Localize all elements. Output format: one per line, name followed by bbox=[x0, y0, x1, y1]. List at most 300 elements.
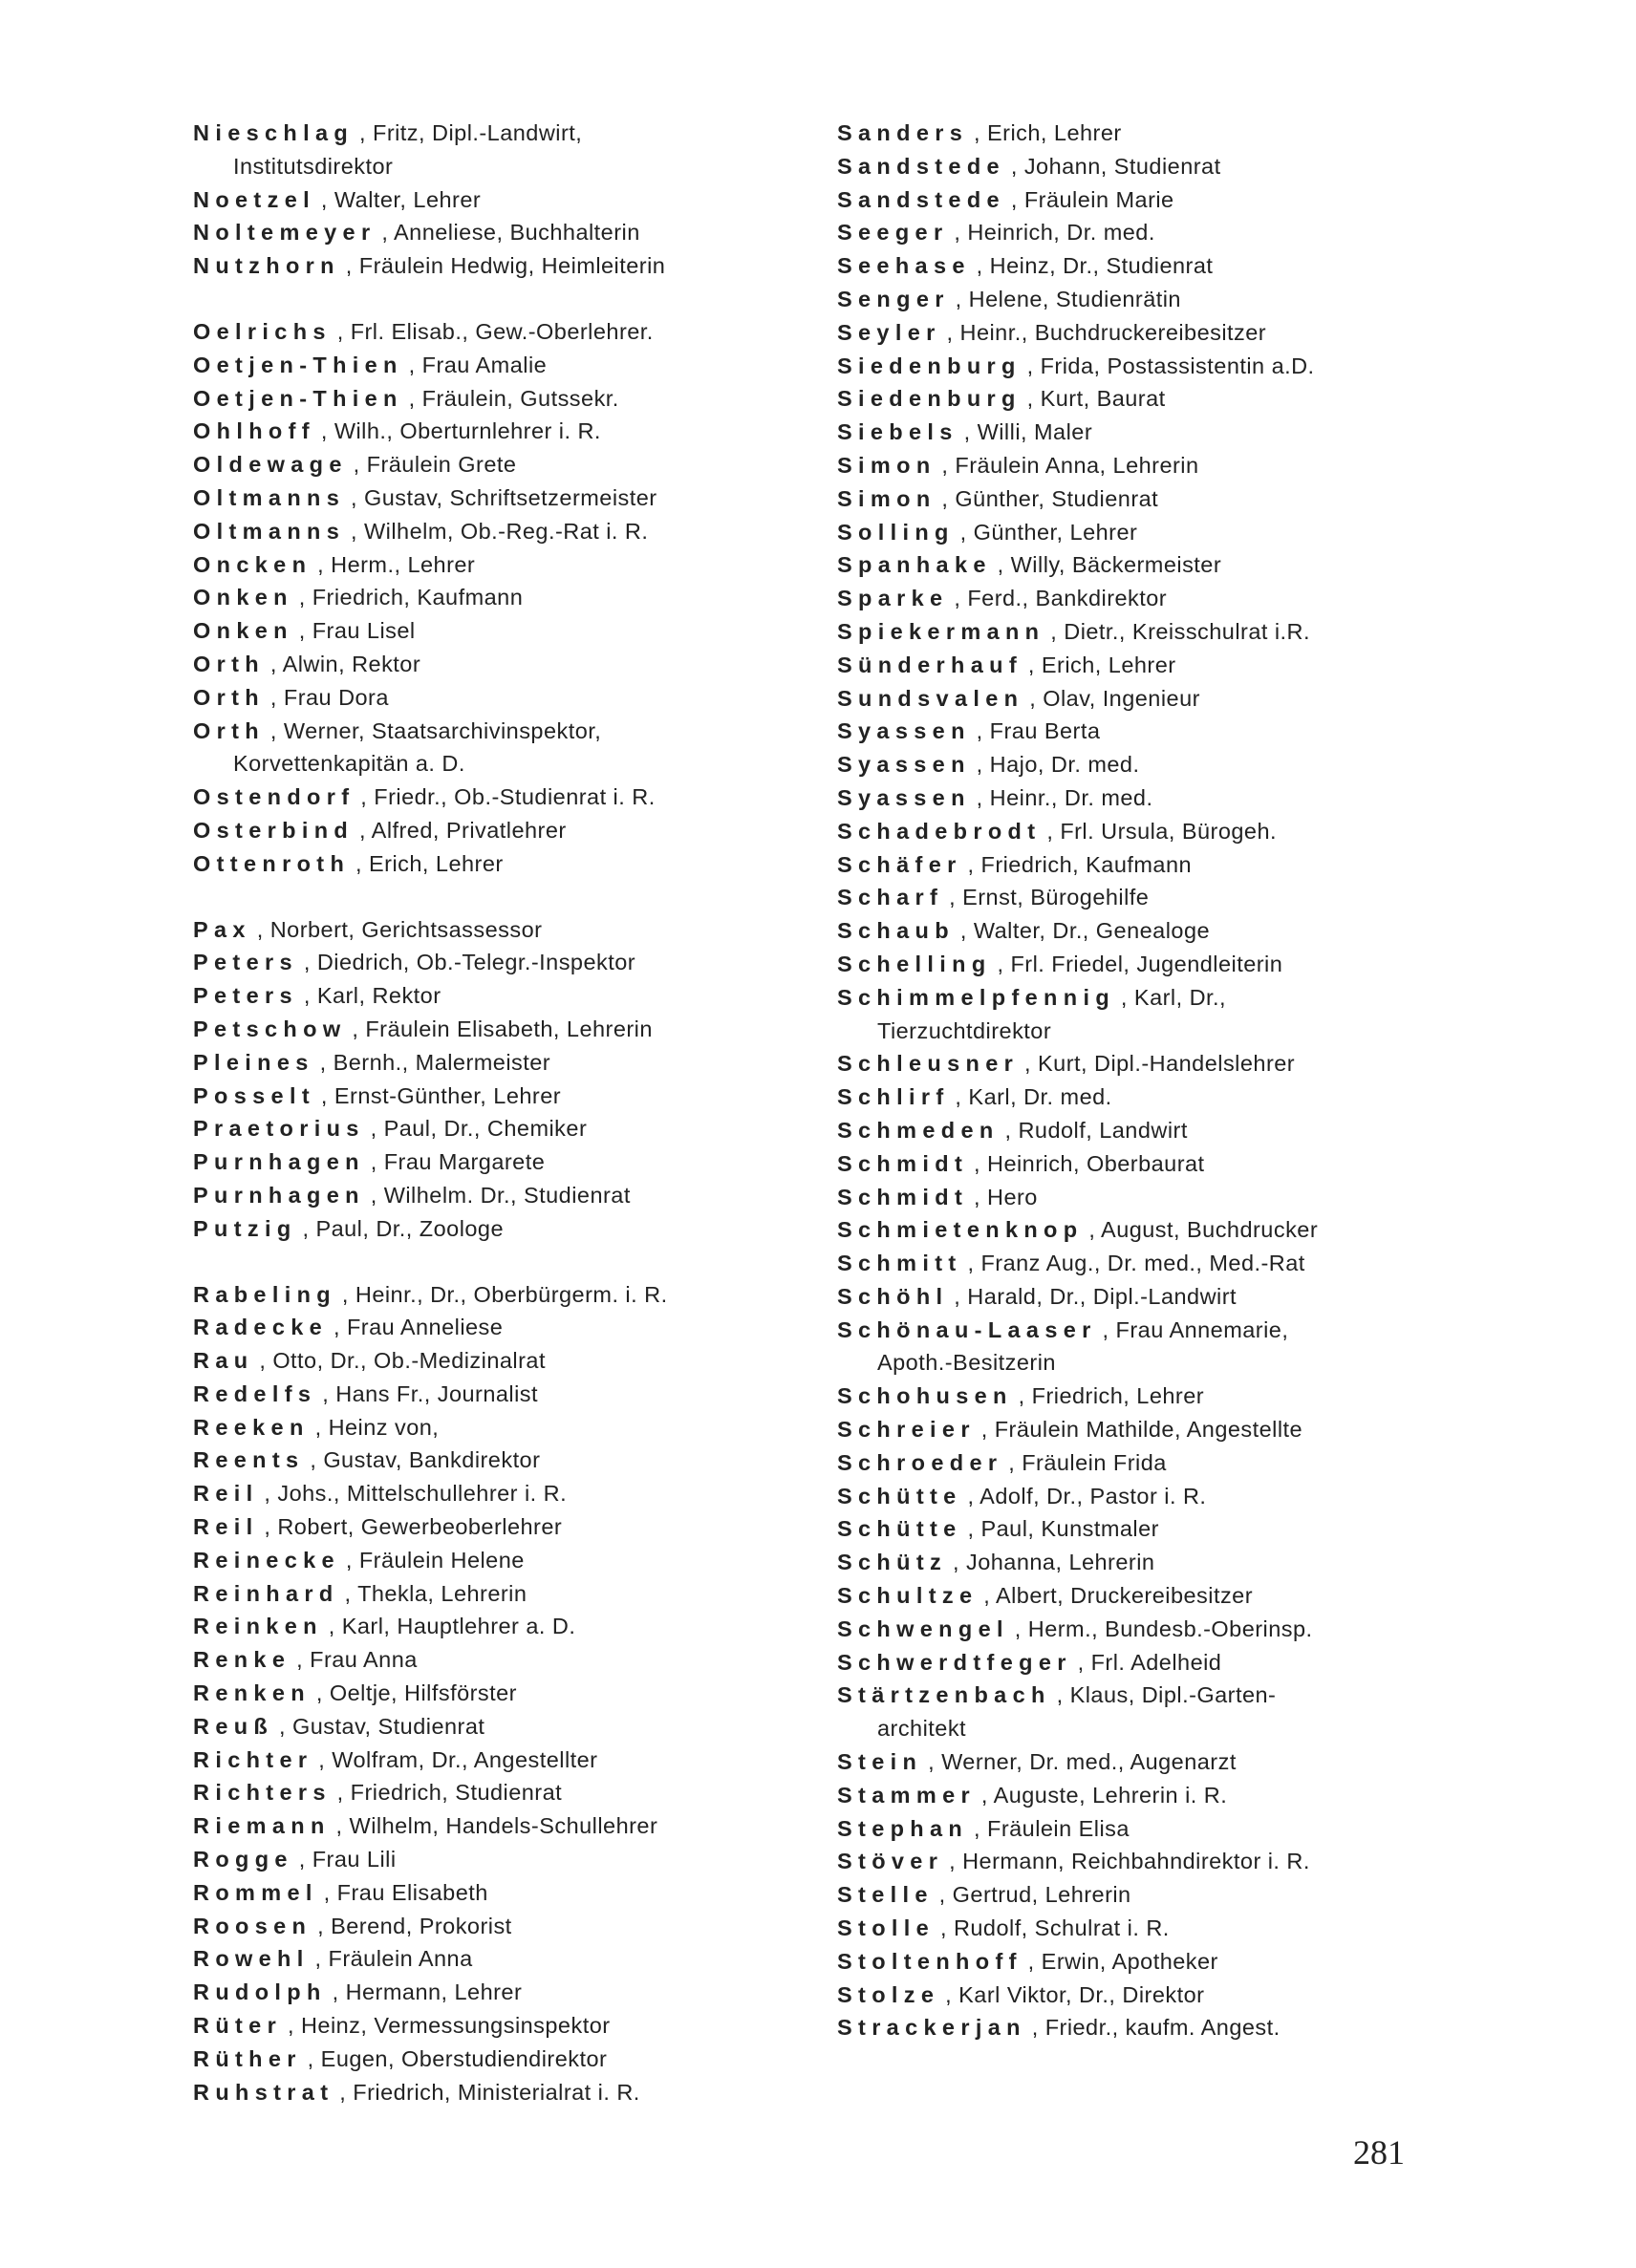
entry-surname: Schmietenknop bbox=[837, 1217, 1084, 1243]
entry-details: Frl. Elisab., Gew.-Oberlehrer. bbox=[350, 318, 654, 344]
directory-entry bbox=[837, 1247, 1449, 1280]
entry-separator: , bbox=[339, 2079, 354, 2105]
entry-separator: , bbox=[1120, 984, 1134, 1010]
entry-details: Werner, Dr. med., Augenarzt bbox=[941, 1749, 1237, 1775]
entry-details: Heinrich, Dr. med. bbox=[967, 220, 1155, 246]
directory-entry bbox=[837, 350, 1449, 383]
entry-separator: , bbox=[1026, 353, 1041, 378]
entry-surname: Schimmelpfennig bbox=[837, 984, 1116, 1010]
entry-surname: Oetjen-Thien bbox=[193, 352, 403, 377]
entry-separator: , bbox=[974, 120, 988, 145]
entry-separator: , bbox=[980, 1417, 995, 1443]
directory-entry bbox=[193, 1976, 805, 2009]
entry-separator: , bbox=[945, 1981, 959, 2007]
entry-separator: , bbox=[967, 851, 981, 877]
directory-entry bbox=[837, 1546, 1449, 1579]
entry-separator: , bbox=[351, 484, 365, 510]
entry-separator: , bbox=[954, 1283, 968, 1309]
entry-separator: , bbox=[941, 485, 956, 511]
directory-entry bbox=[837, 1779, 1449, 1812]
directory-entry bbox=[193, 1677, 805, 1710]
entry-surname: Peters bbox=[193, 983, 298, 1009]
entry-separator: , bbox=[269, 684, 284, 710]
entry-details: Karl Viktor, Dr., Direktor bbox=[958, 1981, 1205, 2007]
entry-details: Wilhelm. Dr., Studienrat bbox=[383, 1182, 631, 1208]
entry-separator: , bbox=[345, 1547, 359, 1573]
directory-entry bbox=[193, 1710, 805, 1744]
entry-surname: Noltemeyer bbox=[193, 220, 377, 246]
directory-entry bbox=[193, 1876, 805, 1910]
directory-entry bbox=[837, 1512, 1449, 1546]
directory-entry bbox=[837, 1745, 1449, 1779]
entry-surname: Petschow bbox=[193, 1016, 347, 1041]
directory-entry bbox=[193, 1080, 805, 1113]
entry-surname: Orth bbox=[193, 684, 265, 710]
entry-separator: , bbox=[967, 1251, 981, 1276]
entry-surname: Schwerdtfeger bbox=[837, 1649, 1072, 1675]
entry-details: Frl. Friedel, Jugendleiterin bbox=[1010, 951, 1283, 976]
directory-entry bbox=[837, 781, 1449, 815]
entry-separator: , bbox=[370, 1116, 384, 1142]
entry-surname: Osterbind bbox=[193, 817, 355, 843]
directory-entry bbox=[837, 1314, 1449, 1380]
entry-details: Rudolf, Landwirt bbox=[1018, 1117, 1188, 1143]
entry-surname: Schultze bbox=[837, 1583, 979, 1609]
entry-surname: Siedenburg bbox=[837, 386, 1022, 412]
entry-details: Frau Anneliese bbox=[346, 1315, 504, 1340]
entry-surname: Renken bbox=[193, 1680, 311, 1706]
entry-details: Albert, Druckereibesitzer bbox=[995, 1583, 1254, 1609]
entry-separator: , bbox=[314, 1946, 329, 1972]
directory-entry bbox=[837, 1047, 1449, 1081]
directory-entry bbox=[837, 249, 1449, 283]
entry-surname: Orth bbox=[193, 717, 265, 743]
directory-entry bbox=[837, 1446, 1449, 1480]
directory-entry bbox=[193, 1013, 805, 1046]
entry-surname: Schütte bbox=[837, 1483, 962, 1508]
directory-entry bbox=[837, 1413, 1449, 1446]
directory-entry bbox=[837, 150, 1449, 183]
entry-surname: Stelle bbox=[837, 1882, 934, 1908]
entry-surname: Oncken bbox=[193, 551, 312, 577]
directory-entry bbox=[193, 1212, 805, 1246]
entry-separator: , bbox=[938, 1882, 953, 1908]
entry-details: Willi, Maler bbox=[977, 419, 1093, 445]
entry-surname: Schütte bbox=[837, 1516, 962, 1542]
directory-entry bbox=[837, 1945, 1449, 1979]
entry-separator: , bbox=[954, 586, 968, 611]
entry-details: Franz Aug., Dr. med., Med.-Rat bbox=[980, 1251, 1305, 1276]
entry-surname: Stärtzenbach bbox=[837, 1682, 1051, 1708]
directory-entry bbox=[193, 1843, 805, 1876]
right-column bbox=[837, 117, 1449, 2044]
entry-separator: , bbox=[323, 1879, 337, 1905]
entry-continuation: Tierzuchtdirektor bbox=[877, 1017, 1052, 1043]
directory-entry bbox=[837, 1579, 1449, 1613]
entry-details: Kurt, Baurat bbox=[1040, 386, 1166, 412]
entry-surname: Schönau-Laaser bbox=[837, 1316, 1097, 1342]
entry-separator: , bbox=[335, 1813, 350, 1839]
entry-separator: , bbox=[955, 286, 969, 311]
entry-separator: , bbox=[1031, 2015, 1045, 2041]
directory-entry bbox=[837, 682, 1449, 716]
directory-entry bbox=[837, 1380, 1449, 1413]
entry-details: Friedrich, Kaufmann bbox=[980, 851, 1193, 877]
entry-surname: Pax bbox=[193, 916, 251, 942]
entry-details: Herm., Bundesb.-Oberinsp. bbox=[1027, 1615, 1313, 1641]
directory-entry bbox=[837, 482, 1449, 516]
entry-separator: , bbox=[976, 718, 990, 744]
entry-surname: Orth bbox=[193, 651, 265, 676]
directory-entry bbox=[837, 1812, 1449, 1846]
entry-details: Bernh., Malermeister bbox=[333, 1049, 551, 1075]
entry-surname: Stammer bbox=[837, 1782, 976, 1808]
directory-entry bbox=[193, 183, 805, 217]
directory-entry bbox=[837, 516, 1449, 549]
entry-surname: Seyler bbox=[837, 319, 941, 345]
entry-surname: Simon bbox=[837, 485, 936, 511]
entry-details: Alfred, Privatlehrer bbox=[371, 817, 567, 843]
entry-details: Olav, Ingenieur bbox=[1043, 685, 1200, 711]
directory-entry bbox=[193, 1112, 805, 1145]
entry-separator: , bbox=[381, 220, 395, 246]
group-spacer bbox=[193, 283, 805, 315]
directory-entry bbox=[193, 1378, 805, 1411]
directory-entry bbox=[193, 581, 805, 614]
entry-surname: Schaub bbox=[837, 918, 955, 944]
entry-details: Frau Berta bbox=[989, 718, 1101, 744]
entry-separator: , bbox=[298, 585, 312, 610]
entry-surname: Schelling bbox=[837, 951, 992, 976]
entry-surname: Rüther bbox=[193, 2045, 302, 2071]
entry-surname: Nutzhorn bbox=[193, 253, 340, 279]
entry-separator: , bbox=[315, 1680, 330, 1706]
entry-details: Dietr., Kreisschulrat i.R. bbox=[1064, 618, 1310, 644]
directory-entry bbox=[193, 681, 805, 715]
entry-surname: Reinken bbox=[193, 1614, 323, 1639]
entry-details: Karl, Dr. med. bbox=[968, 1084, 1112, 1110]
entry-separator: , bbox=[949, 885, 963, 910]
entry-separator: , bbox=[264, 1514, 278, 1540]
directory-entry bbox=[193, 715, 805, 781]
entry-details: Fräulein Anna bbox=[328, 1946, 473, 1972]
entry-surname: Roosen bbox=[193, 1913, 312, 1938]
directory-entry bbox=[837, 283, 1449, 316]
entry-details: Wolfram, Dr., Angestellter bbox=[332, 1746, 598, 1772]
entry-surname: Reinecke bbox=[193, 1547, 340, 1573]
entry-details: Paul, Dr., Chemiker bbox=[383, 1116, 588, 1142]
directory-entry bbox=[193, 1344, 805, 1378]
entry-details: Fräulein Grete bbox=[366, 452, 517, 478]
entry-details: Alwin, Rektor bbox=[282, 651, 421, 676]
directory-entry bbox=[193, 1444, 805, 1477]
entry-separator: , bbox=[1027, 1948, 1042, 1974]
entry-separator: , bbox=[1088, 1217, 1102, 1243]
entry-surname: Reuß bbox=[193, 1713, 274, 1739]
entry-details: Hans Fr., Journalist bbox=[335, 1380, 539, 1406]
directory-entry bbox=[837, 1878, 1449, 1912]
entry-separator: , bbox=[928, 1749, 942, 1775]
entry-surname: Sparke bbox=[837, 586, 949, 611]
entry-details: Fräulein Hedwig, Heimleiterin bbox=[358, 253, 666, 279]
directory-entry bbox=[193, 847, 805, 881]
entry-surname: Onken bbox=[193, 618, 293, 644]
entry-details: Otto, Dr., Ob.-Medizinalrat bbox=[272, 1348, 546, 1374]
entry-details: Fräulein Anna, Lehrerin bbox=[955, 452, 1199, 478]
entry-separator: , bbox=[967, 1483, 980, 1508]
entry-details: Fräulein Helene bbox=[358, 1547, 525, 1573]
entry-surname: Rüter bbox=[193, 2013, 283, 2039]
directory-entry bbox=[193, 1809, 805, 1843]
directory-entry bbox=[837, 316, 1449, 350]
entry-details: Paul, Kunstmaler bbox=[980, 1516, 1159, 1542]
entry-separator: , bbox=[974, 1815, 987, 1841]
entry-surname: Oltmanns bbox=[193, 518, 346, 544]
entry-details: Walter, Dr., Genealoge bbox=[973, 918, 1211, 944]
entry-separator: , bbox=[307, 2045, 321, 2071]
entry-separator: , bbox=[1014, 1615, 1028, 1641]
entry-details: Friedrich, Studienrat bbox=[350, 1780, 563, 1806]
directory-entry bbox=[193, 1179, 805, 1212]
directory-entry bbox=[837, 183, 1449, 217]
entry-separator: , bbox=[1056, 1682, 1070, 1708]
entry-separator: , bbox=[302, 1215, 316, 1241]
entry-separator: , bbox=[341, 1281, 355, 1307]
entry-surname: Stolle bbox=[837, 1915, 936, 1941]
directory-entry bbox=[837, 382, 1449, 416]
entry-separator: , bbox=[949, 1849, 963, 1874]
entry-surname: Ohlhoff bbox=[193, 418, 315, 444]
entry-surname: Schadebrodt bbox=[837, 818, 1042, 844]
entry-details: Günther, Lehrer bbox=[973, 519, 1138, 545]
directory-entry bbox=[837, 1912, 1449, 1945]
entry-separator: , bbox=[332, 1979, 346, 2005]
entry-details: Fräulein Elisa bbox=[987, 1815, 1130, 1841]
entry-separator: , bbox=[408, 385, 422, 411]
entry-details: Robert, Gewerbeoberlehrer bbox=[277, 1514, 563, 1540]
entry-surname: Putzig bbox=[193, 1215, 297, 1241]
entry-surname: Oltmanns bbox=[193, 484, 346, 510]
entry-separator: , bbox=[1026, 386, 1041, 412]
entry-separator: , bbox=[976, 752, 990, 778]
entry-surname: Seehase bbox=[837, 253, 971, 279]
directory-entry bbox=[193, 249, 805, 283]
entry-details: Hermann, Lehrer bbox=[345, 1979, 523, 2005]
entry-separator: , bbox=[333, 1315, 347, 1340]
entry-surname: Schwengel bbox=[837, 1615, 1009, 1641]
entry-details: Anneliese, Buchhalterin bbox=[394, 220, 640, 246]
entry-surname: Spanhake bbox=[837, 552, 992, 578]
entry-separator: , bbox=[370, 1182, 384, 1208]
entry-details: Günther, Studienrat bbox=[955, 485, 1159, 511]
directory-entry bbox=[193, 515, 805, 548]
entry-surname: Schmidt bbox=[837, 1184, 969, 1209]
entry-details: Ernst-Günther, Lehrer bbox=[334, 1082, 562, 1108]
directory-entry bbox=[837, 1147, 1449, 1181]
entry-continuation: architekt bbox=[877, 1716, 967, 1742]
entry-details: Karl, Dr., bbox=[1133, 984, 1227, 1010]
entry-details: Heinr., Dr. med. bbox=[989, 784, 1153, 810]
entry-separator: , bbox=[1029, 685, 1044, 711]
entry-details: Erich, Lehrer bbox=[987, 120, 1122, 145]
directory-entry bbox=[837, 748, 1449, 781]
directory-entry bbox=[837, 1679, 1449, 1745]
entry-surname: Rowehl bbox=[193, 1946, 310, 1972]
entry-details: Friedr., Ob.-Studienrat i. R. bbox=[374, 784, 656, 810]
entry-details: Fräulein Marie bbox=[1023, 186, 1174, 212]
entry-separator: , bbox=[353, 452, 367, 478]
entry-details: Frl. Adelheid bbox=[1090, 1649, 1222, 1675]
entry-details: Heinz, Dr., Studienrat bbox=[989, 253, 1214, 279]
entry-separator: , bbox=[955, 1084, 969, 1110]
entry-details: Adolf, Dr., Pastor i. R. bbox=[979, 1483, 1207, 1508]
directory-entry bbox=[193, 1145, 805, 1179]
entry-surname: Richters bbox=[193, 1780, 332, 1806]
entry-separator: , bbox=[303, 950, 317, 975]
entry-surname: Stein bbox=[837, 1749, 923, 1775]
directory-entry bbox=[837, 1114, 1449, 1147]
entry-separator: , bbox=[298, 618, 312, 644]
entry-details: Friedrich, Kaufmann bbox=[312, 585, 524, 610]
directory-entry bbox=[837, 1181, 1449, 1214]
entry-surname: Schlirf bbox=[837, 1084, 950, 1110]
entry-details: Erwin, Apotheker bbox=[1041, 1948, 1218, 1974]
entry-separator: , bbox=[980, 1782, 994, 1808]
entry-surname: Reinhard bbox=[193, 1580, 339, 1606]
entry-separator: , bbox=[287, 2013, 301, 2039]
entry-continuation: Apoth.-Besitzerin bbox=[877, 1350, 1056, 1376]
entry-surname: Simon bbox=[837, 452, 936, 478]
entry-surname: Strackerjan bbox=[837, 2015, 1026, 2041]
entry-separator: , bbox=[963, 419, 978, 445]
entry-separator: , bbox=[941, 452, 956, 478]
entry-details: Klaus, Dipl.-Garten- bbox=[1069, 1682, 1277, 1708]
entry-separator: , bbox=[351, 518, 365, 544]
entry-details: Harald, Dr., Dipl.-Landwirt bbox=[967, 1283, 1238, 1309]
entry-surname: Nieschlag bbox=[193, 120, 355, 145]
entry-separator: , bbox=[1077, 1649, 1091, 1675]
directory-entry bbox=[837, 881, 1449, 914]
entry-separator: , bbox=[317, 551, 332, 577]
entry-details: Frau Elisabeth bbox=[336, 1879, 488, 1905]
directory-entry bbox=[193, 614, 805, 648]
entry-details: Karl, Rektor bbox=[316, 983, 441, 1009]
directory-entry bbox=[193, 315, 805, 349]
entry-surname: Schroeder bbox=[837, 1449, 1003, 1475]
entry-separator: , bbox=[1050, 618, 1065, 644]
entry-details: Frau Lisel bbox=[312, 618, 416, 644]
entry-details: Friedrich, Ministerialrat i. R. bbox=[353, 2079, 640, 2105]
directory-entry bbox=[193, 1744, 805, 1777]
entry-surname: Reeken bbox=[193, 1414, 310, 1440]
entry-details: Johann, Studienrat bbox=[1023, 153, 1221, 179]
entry-separator: , bbox=[318, 1746, 333, 1772]
entry-surname: Siedenburg bbox=[837, 353, 1022, 378]
entry-details: Friedr., kaufm. Angest. bbox=[1044, 2015, 1281, 2041]
entry-surname: Sandstede bbox=[837, 186, 1005, 212]
directory-entry bbox=[193, 1544, 805, 1577]
directory-entry bbox=[193, 117, 805, 183]
directory-entry bbox=[193, 2043, 805, 2076]
entry-surname: Rogge bbox=[193, 1847, 293, 1872]
entry-details: Karl, Hauptlehrer a. D. bbox=[341, 1614, 576, 1639]
directory-entry bbox=[837, 615, 1449, 649]
entry-details: Frau Dora bbox=[283, 684, 389, 710]
directory-entry bbox=[193, 448, 805, 481]
entry-separator: , bbox=[983, 1583, 996, 1609]
entry-details: Frau Annemarie, bbox=[1115, 1316, 1289, 1342]
entry-separator: , bbox=[314, 1414, 329, 1440]
entry-surname: Rabeling bbox=[193, 1281, 336, 1307]
entry-details: Heinr., Buchdruckereibesitzer bbox=[959, 319, 1267, 345]
directory-entry bbox=[193, 781, 805, 814]
entry-details: Oeltje, Hilfsförster bbox=[329, 1680, 517, 1706]
entry-separator: , bbox=[320, 1082, 334, 1108]
entry-separator: , bbox=[269, 651, 283, 676]
entry-details: Fritz, Dipl.-Landwirt, bbox=[373, 120, 583, 145]
entry-separator: , bbox=[320, 418, 334, 444]
directory-entry bbox=[837, 815, 1449, 848]
directory-entry bbox=[193, 1776, 805, 1809]
entry-surname: Rudolph bbox=[193, 1979, 327, 2005]
entry-separator: , bbox=[317, 1913, 332, 1938]
entry-surname: Oldewage bbox=[193, 452, 348, 478]
entry-surname: Stoltenhoff bbox=[837, 1948, 1022, 1974]
entry-surname: Redelfs bbox=[193, 1380, 317, 1406]
entry-separator: , bbox=[352, 1016, 366, 1041]
directory-entry bbox=[837, 1280, 1449, 1314]
entry-separator: , bbox=[1018, 1383, 1032, 1409]
directory-entry bbox=[837, 1480, 1449, 1513]
entry-separator: , bbox=[336, 1780, 351, 1806]
entry-separator: , bbox=[336, 318, 351, 344]
entry-separator: , bbox=[939, 1915, 954, 1941]
directory-entry bbox=[193, 2076, 805, 2109]
entry-surname: Ruhstrat bbox=[193, 2079, 334, 2105]
entry-surname: Ottenroth bbox=[193, 850, 351, 876]
entry-separator: , bbox=[264, 1481, 278, 1507]
entry-surname: Sanders bbox=[837, 120, 969, 145]
entry-separator: , bbox=[997, 951, 1011, 976]
entry-details: Fräulein Frida bbox=[1022, 1449, 1167, 1475]
entry-details: Thekla, Lehrerin bbox=[357, 1580, 527, 1606]
entry-separator: , bbox=[319, 1049, 334, 1075]
entry-details: Heinz von, bbox=[328, 1414, 440, 1440]
entry-surname: Ostendorf bbox=[193, 784, 355, 810]
entry-surname: Syassen bbox=[837, 718, 971, 744]
entry-surname: Oelrichs bbox=[193, 318, 332, 344]
entry-separator: , bbox=[959, 519, 974, 545]
entry-surname: Radecke bbox=[193, 1315, 329, 1340]
entry-separator: , bbox=[355, 850, 370, 876]
entry-surname: Schmidt bbox=[837, 1150, 969, 1176]
directory-entry bbox=[193, 1311, 805, 1344]
entry-separator: , bbox=[974, 1184, 987, 1209]
entry-details: Erich, Lehrer bbox=[369, 850, 504, 876]
directory-entry bbox=[837, 848, 1449, 882]
entry-details: Wilhelm, Ob.-Reg.-Rat i. R. bbox=[364, 518, 649, 544]
entry-details: Wilhelm, Handels-Schullehrer bbox=[349, 1813, 658, 1839]
entry-surname: Schmitt bbox=[837, 1251, 962, 1276]
group-spacer bbox=[193, 1246, 805, 1278]
entry-surname: Senger bbox=[837, 286, 950, 311]
entry-surname: Syassen bbox=[837, 752, 971, 778]
directory-entry bbox=[193, 1910, 805, 1943]
entry-surname: Reil bbox=[193, 1514, 259, 1540]
entry-separator: , bbox=[358, 817, 372, 843]
entry-details: Fräulein, Gutssekr. bbox=[421, 385, 619, 411]
directory-entry bbox=[193, 814, 805, 847]
